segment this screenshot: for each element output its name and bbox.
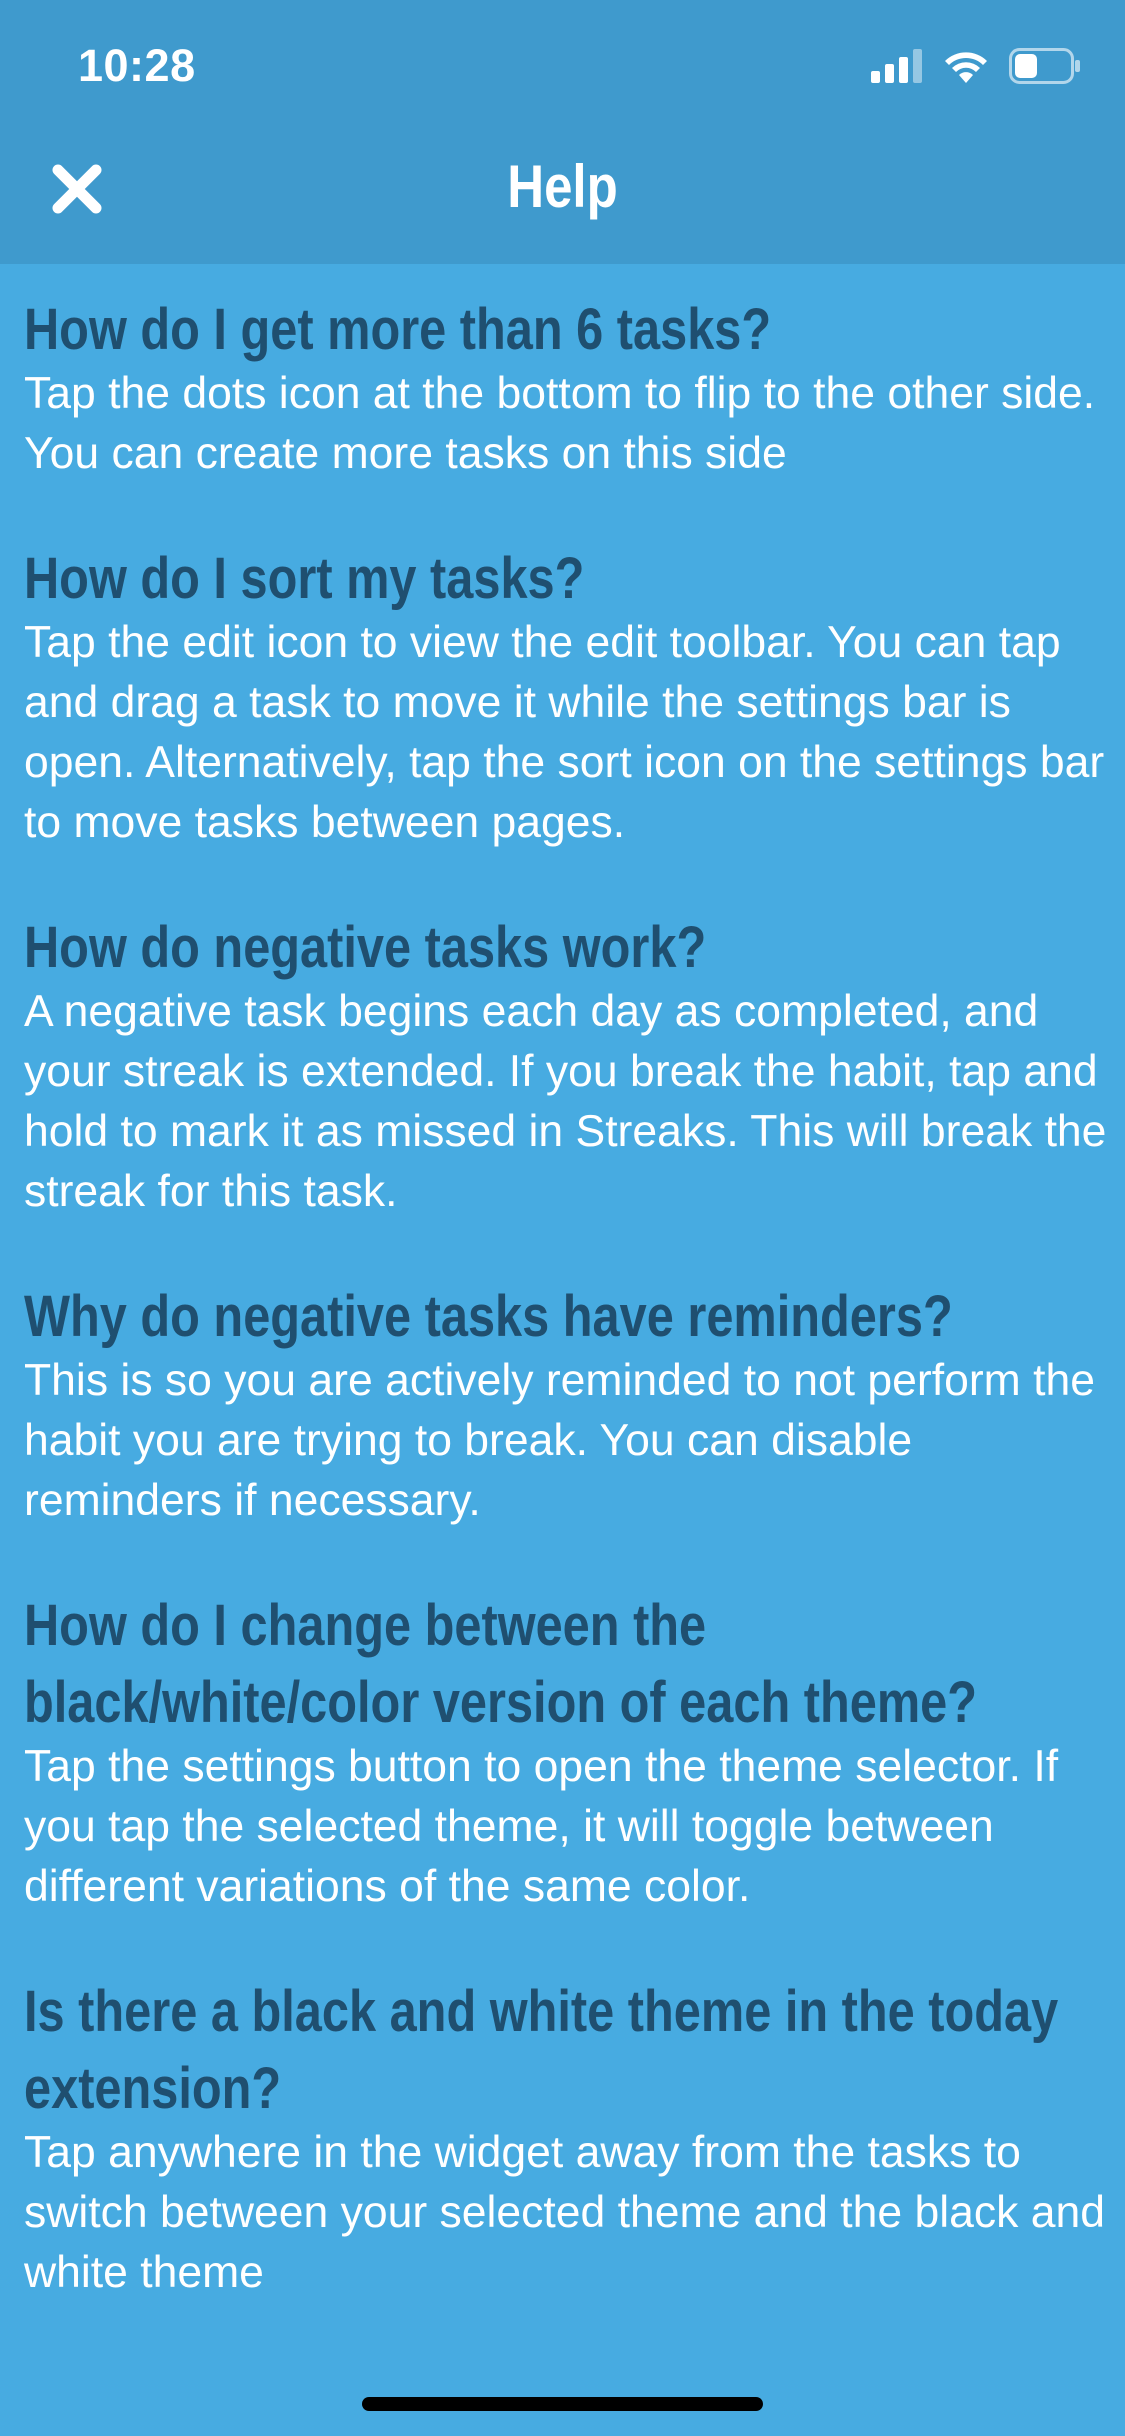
faq-answer: Tap the dots icon at the bottom to flip to the other side. You can create more tasks on this side [24, 369, 1096, 478]
faq-answer: Tap anywhere in the widget away from the tasks to switch between your selected theme and the black and white theme [24, 2128, 1106, 2297]
faq-answer: Tap the settings button to open the theme selector. If you tap the selected theme, it will toggle between different variations of the same color. [24, 1742, 1059, 1911]
faq-question: How do negative tasks work? [24, 915, 707, 980]
home-indicator[interactable] [362, 2397, 763, 2411]
status-icons [871, 48, 1081, 88]
wifi-icon [943, 49, 989, 88]
faq-item [24, 291, 1109, 484]
faq-question: Is there a black and white theme in the today extension? [24, 1979, 1059, 2121]
faq-question: How do I change between the black/white/color version of each theme? [24, 1593, 978, 1735]
navigation-header [0, 0, 1125, 264]
faq-question: How do I sort my tasks? [24, 546, 585, 611]
status-time: 10:28 [78, 40, 196, 91]
signal-bars-icon [871, 49, 923, 88]
faq-item [24, 1973, 1109, 2303]
page-title: Help [507, 153, 618, 220]
faq-answer: This is so you are actively reminded to not perform the habit you are trying to break. You can disable reminders if necessary. [24, 1356, 1095, 1525]
faq-item [24, 1587, 1109, 1917]
faq-item [24, 1278, 1109, 1531]
faq-question: How do I get more than 6 tasks? [24, 297, 772, 362]
faq-item [24, 909, 1109, 1222]
help-content[interactable] [24, 264, 1109, 2336]
faq-answer: A negative task begins each day as completed, and your streak is extended. If you break the habit, tap and hold to mark it as missed in Streaks. This will break the streak for this task. [24, 987, 1107, 1216]
faq-question: Why do negative tasks have reminders? [24, 1284, 953, 1349]
faq-item [24, 540, 1109, 853]
faq-answer: Tap the edit icon to view the edit toolbar. You can tap and drag a task to move it while the settings bar is open. Alternatively, tap the sort icon on the settings bar to move tasks between pages. [24, 618, 1105, 847]
battery-icon [1009, 48, 1081, 89]
